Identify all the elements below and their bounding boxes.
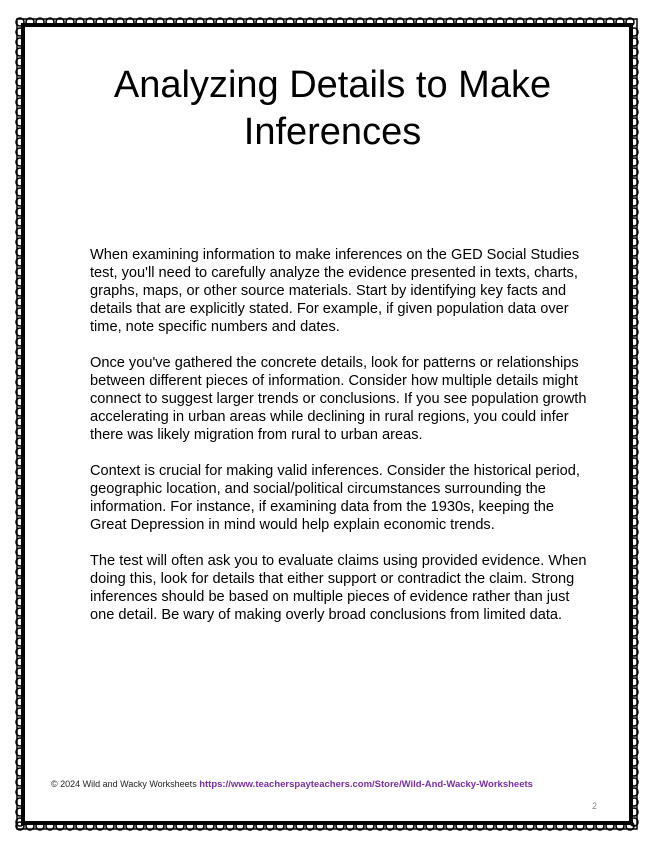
paragraph-3: Context is crucial for making valid inferences. Consider the historical period, geographic location, and social/political circumstances surrounding the information. For instance, if examining data from the 1930s, keeping the Great Depression in mind would help explain economic trends.: [90, 463, 580, 533]
page-number: 2: [592, 801, 598, 811]
paragraph-2: Once you've gathered the concrete details, look for patterns or relationships between different pieces of information. Consider how multiple details might connect to suggest larger trends or conclusions. If you see population growth accelerating in urban areas while declining in rural regions, you could infer there was likely migration from rural to urban areas.: [90, 355, 587, 443]
paragraph-4: The test will often ask you to evaluate claims using provided evidence. When doing this, look for details that either support or contradict the claim. Strong inferences should be based on multiple pieces of evidence rather than just one detail. Be wary of making overly broad conclusions from limited data.: [90, 553, 587, 623]
footer: [51, 779, 533, 790]
page-title: Analyzing Details to Make Inferences: [113, 64, 552, 153]
footer-copyright: © 2024 Wild and Wacky Worksheets: [51, 779, 197, 789]
body-text: [90, 246, 588, 642]
paragraph-1: When examining information to make inferences on the GED Social Studies test, you'll need to carefully analyze the evidence presented in texts, charts, graphs, maps, or other source materials. Start by identifying key facts and details that are explicitly stated. For example, if given population data over time, note specific numbers and dates.: [90, 247, 580, 335]
store-link[interactable]: https://www.teacherspayteachers.com/Store/Wild-And-Wacky-Worksheets: [199, 779, 533, 790]
